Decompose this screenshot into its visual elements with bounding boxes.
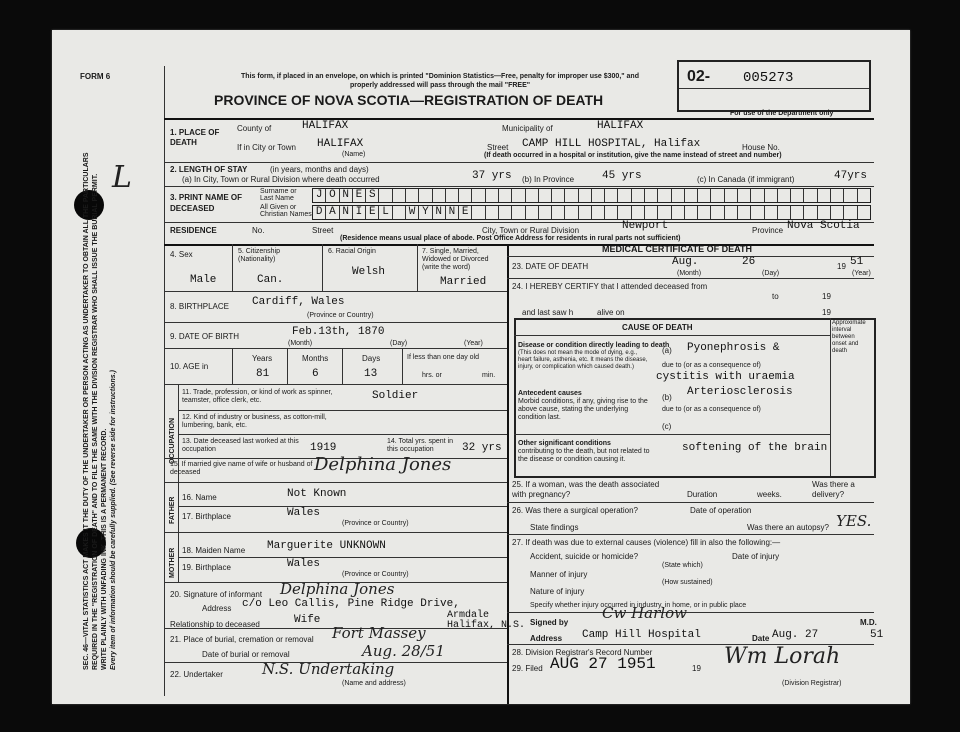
citizenship-value: Can.	[257, 274, 284, 286]
county-value: HALIFAX	[302, 120, 349, 132]
name-label: 3. PRINT NAME OF DECEASED	[170, 193, 243, 213]
city-value: HALIFAX	[317, 138, 364, 150]
name-letter-cell	[843, 206, 856, 219]
father-birthplace-value: Wales	[287, 507, 321, 519]
name-letter-cell	[803, 206, 816, 219]
total-years-value: 32 yrs	[462, 442, 502, 454]
mother-maiden-value: Marguerite UNKNOWN	[267, 540, 386, 552]
name-letter-cell	[378, 189, 391, 202]
name-letter-cell	[750, 206, 763, 219]
name-letter-cell	[737, 189, 750, 202]
name-letter-cell	[578, 189, 591, 202]
cause-header: CAUSE OF DEATH	[622, 323, 693, 332]
name-letter-cell	[631, 189, 644, 202]
name-letter-cell	[790, 206, 803, 219]
physician-address-value: Camp Hill Hospital	[582, 629, 701, 641]
name-letter-cell: N	[339, 189, 352, 202]
municipality-value: HALIFAX	[597, 120, 644, 132]
name-letter-cell	[684, 189, 697, 202]
name-letter-cell	[644, 189, 657, 202]
name-letter-cell	[392, 189, 405, 202]
reg-prefix: 02-	[687, 68, 711, 85]
name-letter-cell	[817, 189, 830, 202]
name-letter-cell	[604, 206, 617, 219]
surname-grid	[312, 188, 871, 203]
name-letter-cell	[790, 189, 803, 202]
name-letter-cell	[684, 206, 697, 219]
name-letter-cell: N	[445, 206, 458, 219]
name-letter-cell	[657, 189, 670, 202]
name-letter-cell	[604, 189, 617, 202]
form-number: FORM 6	[80, 72, 111, 81]
name-letter-cell: E	[458, 206, 471, 219]
name-letter-cell	[710, 206, 723, 219]
age-years-value: 81	[256, 368, 270, 380]
name-letter-cell	[777, 206, 790, 219]
marital-value: Married	[440, 276, 487, 288]
stay-canada-value: 47yrs	[834, 170, 868, 182]
name-letter-cell	[750, 189, 763, 202]
mailing-notice: This form, if placed in an envelope, on which is printed "Dominion Statistics—Free, penalty for improper use $300," and properly addressed will pass through the mail "FREE"	[241, 73, 639, 89]
name-letter-cell	[724, 206, 737, 219]
relationship-value: Wife	[294, 614, 321, 626]
origin-value: Welsh	[352, 266, 386, 278]
left-border	[164, 66, 165, 696]
certificate-year-value: 51	[870, 629, 884, 641]
name-letter-cell	[697, 189, 710, 202]
name-letter-cell	[511, 206, 524, 219]
name-letter-cell	[471, 189, 484, 202]
column-divider	[507, 244, 509, 704]
death-year-value: 51	[850, 256, 864, 268]
death-registration-form: FORM 6 L SEC. 46—VITAL STATISTICS ACT MAKES IT THE DUTY OF THE UNDERTAKER OR PERSON ACTING AS UNDERTAKER TO OBTAIN ALL THE PARTICULARS REQUIRED IN THE "REGISTRATION OF DEATH" AND TO FILE THE SAME WITH THE DIVISION REGISTRAR WHO SHALL ISSUE THE BURIAL PERMIT. WRITE PLAINLY WITH UNFADING INK. THIS IS A PERMANENT RECORD. Every item of information should be carefully supplied. (See reverse side for instructions.) This form, if placed in an envelope, on which is printed "Dominion Statistics—Free, penalty for improper use $300," and properly addressed will pass through the mail "FREE" PROVINCE OF NOVA SCOTIA—REGISTRATION OF DEATH 02- 005273 For use of the Department only 1. PLACE OF DEATH County of HALIFAX Municipality of HALIFAX If in City or Town HALIFAX (Name) Street CAMP HILL HOSPITAL, Halifax House No. (If death occurred in a hospital or institution, give the name instead of street and number) 2. LENGTH OF STAY (in years, months and days) (a) In City, Town or Rural Division where death occurred 37 yrs (b) In Province 45 yrs (c) In Canada (if immigrant) 47yrs 3. PRINT NAME OF DECEASED Surname or Last Name All Given or Christian Names J O N E S D A N I E L W Y N N E RESIDENCE No. Street City, Town or Rural Division Newport Province Nova Scotia (Residence means usual place of abode. Post Office Address for residents in rural parts not sufficient) 4. Sex Male 5. Citizenship (Nationality) Can. 6. Racial Origin Welsh 7. Single, Married, Widowed or Divorced (write the word) Married 8. BIRTHPLACE Cardiff, Wales (Province or Country) 9. DATE OF BIRTH Feb.13th, 1870 (Month) (Day) (Year) 10. AGE in Years 81 Months 6 Days 13 If less than one day old hrs. or min. OCCUPATION 11. Trade, profession, or kind of work as spinner, teamster, office clerk, etc. Soldier 12. Kind of industry or business, as cotton-mill, lumbering, bank, etc. 13. Date deceased last worked at this occupation 1919 14. Total yrs. spent in this occupation 32 yrs 15. If married give name of wife or husband of deceased Delphina Jones FATHER 16. Name Not Known 17. Birthplace Wales (Province or Country) MOTHER 18. Maiden Name Marguerite UNKNOWN 19. Birthplace Wales (Province or Country) 20. Signature of informant Delphina Jones Address c/o Leo Callis, Pine Ridge Drive, Relationship to deceased Wife Armdale Halifax, N.S. 21. Place of burial, cremation or removal Fort Massey Date of burial or removal Aug. 28/51 22. Undertaker N.S. Undertaking (Name and address) MEDICAL CERTIFICATE OF DEATH 23. DATE OF DEATH Aug. 26 19 51 (Month) (Day) (Year) 24. I HEREBY CERTIFY that I attended deceased from to 19 and last saw h alive on 19 CAUSE OF DEATH Approximate interval between onset and death Disease or condition directly leading to death (This does not mean the mode of dying, e.g., heart failure, asthenia, etc. It means the disease, injury, or complication which caused death.) (a) Pyonephrosis & due to (or as a consequence of) cystitis with uraemia Antecedent causes Morbid conditions, if any, giving rise to the above cause, stating the underlying condition last. (b) Arteriosclerosis due to (or as a consequence of) (c) Other significant conditions contributing to the death, but not related to the disease or condition causing it. softening of the brain 25. If a woman, was the death associated with pregnancy? Duration weeks. Was there a delivery? 26. Was there a surgical operation? Date of operation State findings Was there an autopsy? YES. 27. If death was due to external causes (violence) fill in also the following:— Accident, suicide or homicide? (State which) Date of injury Manner of injury (How sustained) Nature of injury Specify whether injury occurred in industry, in home, or in public place Signed by Cw Harlow M.D. Address Camp Hill Hospital Date Aug. 27 51 28. Division Registrar's Record Number 29. Filed AUG 27 1951 19 Wm Lorah (Division Registrar)	[52, 30, 910, 704]
autopsy-value: YES.	[836, 512, 872, 530]
name-letter-cell	[657, 206, 670, 219]
sex-value: Male	[190, 274, 217, 286]
name-letter-cell: W	[405, 206, 418, 219]
name-letter-cell: E	[352, 189, 365, 202]
medical-header: MEDICAL CERTIFICATE OF DEATH	[602, 244, 752, 254]
certificate-date-value: Aug. 27	[772, 629, 819, 641]
name-letter-cell	[671, 189, 684, 202]
name-letter-cell	[617, 189, 630, 202]
birthplace-value: Cardiff, Wales	[252, 296, 345, 308]
name-letter-cell	[843, 189, 856, 202]
name-letter-cell: J	[315, 189, 323, 201]
name-letter-cell	[498, 189, 511, 202]
name-letter-cell	[777, 189, 790, 202]
name-letter-cell: L	[378, 206, 391, 219]
name-letter-cell: S	[365, 189, 378, 202]
name-letter-cell	[538, 206, 551, 219]
name-letter-cell	[551, 189, 564, 202]
name-letter-cell	[591, 206, 604, 219]
name-letter-cell	[551, 206, 564, 219]
informant-address-line2: Armdale	[447, 610, 490, 621]
name-letter-cell	[591, 189, 604, 202]
margin-mark: L	[112, 160, 132, 195]
cause-a-value-2: cystitis with uraemia	[656, 371, 795, 383]
registration-number-box	[677, 60, 871, 112]
occupation-vertical-label: OCCUPATION	[169, 417, 176, 464]
spouse-signature: Delphina Jones	[314, 454, 452, 475]
name-letter-cell	[445, 189, 458, 202]
father-name-value: Not Known	[287, 488, 347, 500]
name-letter-cell: O	[325, 189, 338, 202]
name-letter-cell: N	[339, 206, 352, 219]
age-days-value: 13	[364, 368, 378, 380]
name-letter-cell: D	[315, 206, 323, 218]
physician-signature: Cw Harlow	[602, 604, 687, 622]
name-letter-cell	[737, 206, 750, 219]
given-name-grid	[312, 205, 871, 220]
filed-stamp: AUG 27 1951	[550, 655, 656, 673]
name-letter-cell	[498, 206, 511, 219]
death-month-value: Aug.	[672, 256, 699, 268]
stay-city-value: 37 yrs	[472, 170, 512, 182]
name-letter-cell	[644, 206, 657, 219]
cause-a-value: Pyonephrosis &	[687, 342, 780, 354]
name-letter-cell	[525, 206, 538, 219]
form-title: PROVINCE OF NOVA SCOTIA—REGISTRATION OF DEATH	[214, 92, 604, 108]
reg-number: 005273	[743, 70, 794, 86]
residence-city-value: Newport	[622, 220, 669, 232]
name-letter-cell	[830, 206, 843, 219]
name-letter-cell	[485, 206, 498, 219]
name-letter-cell	[857, 189, 870, 202]
death-street-value: CAMP HILL HOSPITAL, Halifax	[522, 138, 701, 150]
other-conditions-value: softening of the brain	[682, 442, 828, 454]
last-worked-value: 1919	[310, 442, 337, 454]
name-letter-cell	[830, 189, 843, 202]
dob-value: Feb.13th, 1870	[292, 326, 385, 338]
header-rule	[164, 118, 874, 120]
name-letter-cell	[511, 189, 524, 202]
name-letter-cell	[405, 189, 418, 202]
residence-province-value: Nova Scotia	[787, 220, 860, 232]
name-letter-cell	[471, 206, 484, 219]
name-letter-cell: N	[432, 206, 445, 219]
trade-value: Soldier	[372, 390, 419, 402]
registrar-signature: Wm Lorah	[724, 644, 841, 669]
informant-address-line3: Halifax, N.S.	[447, 620, 526, 631]
undertaker-value: N.S. Undertaking	[262, 660, 395, 678]
name-letter-cell	[671, 206, 684, 219]
side-instructions: SEC. 46—VITAL STATISTICS ACT MAKES IT THE DUTY OF THE UNDERTAKER OR PERSON ACTING AS UNDERTAKER TO OBTAIN ALL THE PARTICULARS REQUIRED IN THE "REGISTRATION OF DEATH" AND TO FILE THE SAME WITH THE DIVISION REGISTRAR WHO SHALL ISSUE THE BURIAL PERMIT. WRITE PLAINLY WITH UNFADING INK. THIS IS A PERMANENT RECORD. Every item of information should be carefully supplied. (See reverse side for instructions.)	[83, 152, 117, 670]
mother-birthplace-value: Wales	[287, 558, 321, 570]
burial-date-value: Aug. 28/51	[362, 642, 445, 660]
age-months-value: 6	[312, 368, 319, 380]
name-letter-cell: A	[325, 206, 338, 219]
name-letter-cell	[724, 189, 737, 202]
name-letter-cell	[764, 189, 777, 202]
stay-province-value: 45 yrs	[602, 170, 642, 182]
name-letter-cell	[418, 189, 431, 202]
name-letter-cell	[578, 206, 591, 219]
place-label: 1. PLACE OF DEATH	[170, 128, 220, 147]
name-letter-cell	[631, 206, 644, 219]
name-letter-cell	[458, 189, 471, 202]
name-letter-cell	[857, 206, 870, 219]
name-letter-cell	[392, 206, 405, 219]
dept-note: For use of the Department only	[730, 110, 834, 117]
name-letter-cell	[432, 189, 445, 202]
name-letter-cell	[803, 189, 816, 202]
name-letter-cell	[764, 206, 777, 219]
name-letter-cell	[538, 189, 551, 202]
name-letter-cell	[525, 189, 538, 202]
name-letter-cell	[485, 189, 498, 202]
name-letter-cell	[564, 206, 577, 219]
name-letter-cell	[817, 206, 830, 219]
name-letter-cell: Y	[418, 206, 431, 219]
name-letter-cell	[617, 206, 630, 219]
burial-place-value: Fort Massey	[332, 624, 426, 642]
informant-address-value: c/o Leo Callis, Pine Ridge Drive,	[242, 598, 460, 610]
name-letter-cell	[710, 189, 723, 202]
death-day-value: 26	[742, 256, 756, 268]
informant-signature: Delphina Jones	[280, 580, 395, 598]
cause-b-value: Arteriosclerosis	[687, 386, 793, 398]
name-letter-cell	[697, 206, 710, 219]
name-letter-cell: I	[352, 206, 365, 219]
name-letter-cell: E	[365, 206, 378, 219]
name-letter-cell	[564, 189, 577, 202]
